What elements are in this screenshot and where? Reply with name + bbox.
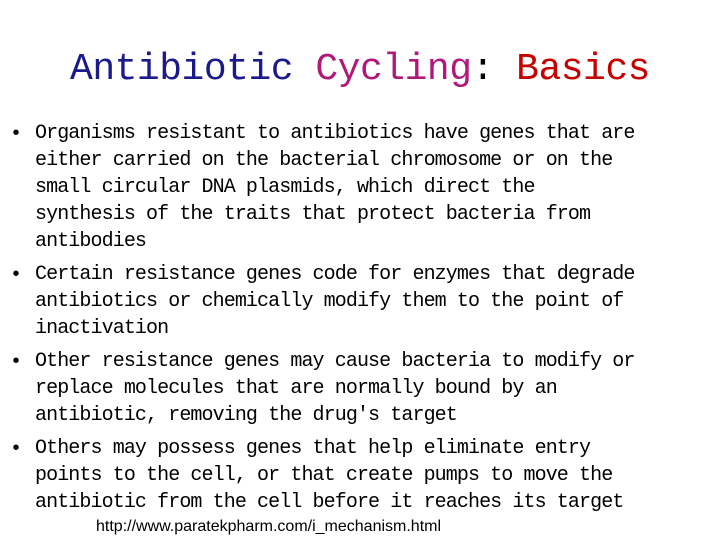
bullet-list xyxy=(6,120,716,516)
bullet-item xyxy=(6,435,716,516)
bullet-line: antibiotic from the cell before it reaches its target xyxy=(35,491,624,514)
bullet-line: antibiotics or chemically modify them to the point of xyxy=(35,290,624,313)
bullet-line: Organisms resistant to antibiotics have genes that are xyxy=(35,122,635,145)
bullet-line: Others may possess genes that help eliminate entry xyxy=(35,437,591,460)
bullet-line: either carried on the bacterial chromosome or on the xyxy=(35,149,613,172)
bullet-line: inactivation xyxy=(35,317,169,340)
bullet-line: antibodies xyxy=(35,230,147,253)
bullet-dot-icon: • xyxy=(12,437,20,459)
title-word-cycling: Cycling xyxy=(315,48,472,91)
bullet-line: antibiotic, removing the drug's target xyxy=(35,404,457,427)
bullet-dot-icon: • xyxy=(12,263,20,285)
bullet-item xyxy=(6,261,716,342)
bullet-item xyxy=(6,120,716,255)
title-word-antibiotic: Antibiotic xyxy=(70,48,294,91)
bullet-line: Other resistance genes may cause bacteria to modify or xyxy=(35,350,635,373)
bullet-dot-icon: • xyxy=(12,350,20,372)
bullet-line: replace molecules that are normally bound by an xyxy=(35,377,557,400)
bullet-line: points to the cell, or that create pumps to move the xyxy=(35,464,613,487)
bullet-dot-icon: • xyxy=(12,122,20,144)
bullet-line: Certain resistance genes code for enzymes that degrade xyxy=(35,263,635,286)
title-colon: : xyxy=(471,48,494,91)
title-word-basics: Basics xyxy=(516,48,650,91)
slide-title xyxy=(0,46,720,94)
bullet-line: small circular DNA plasmids, which direct the xyxy=(35,176,535,199)
source-link[interactable]: http://www.paratekpharm.com/i_mechanism.html xyxy=(96,518,442,535)
bullet-line: synthesis of the traits that protect bacteria from xyxy=(35,203,591,226)
bullet-item xyxy=(6,348,716,429)
